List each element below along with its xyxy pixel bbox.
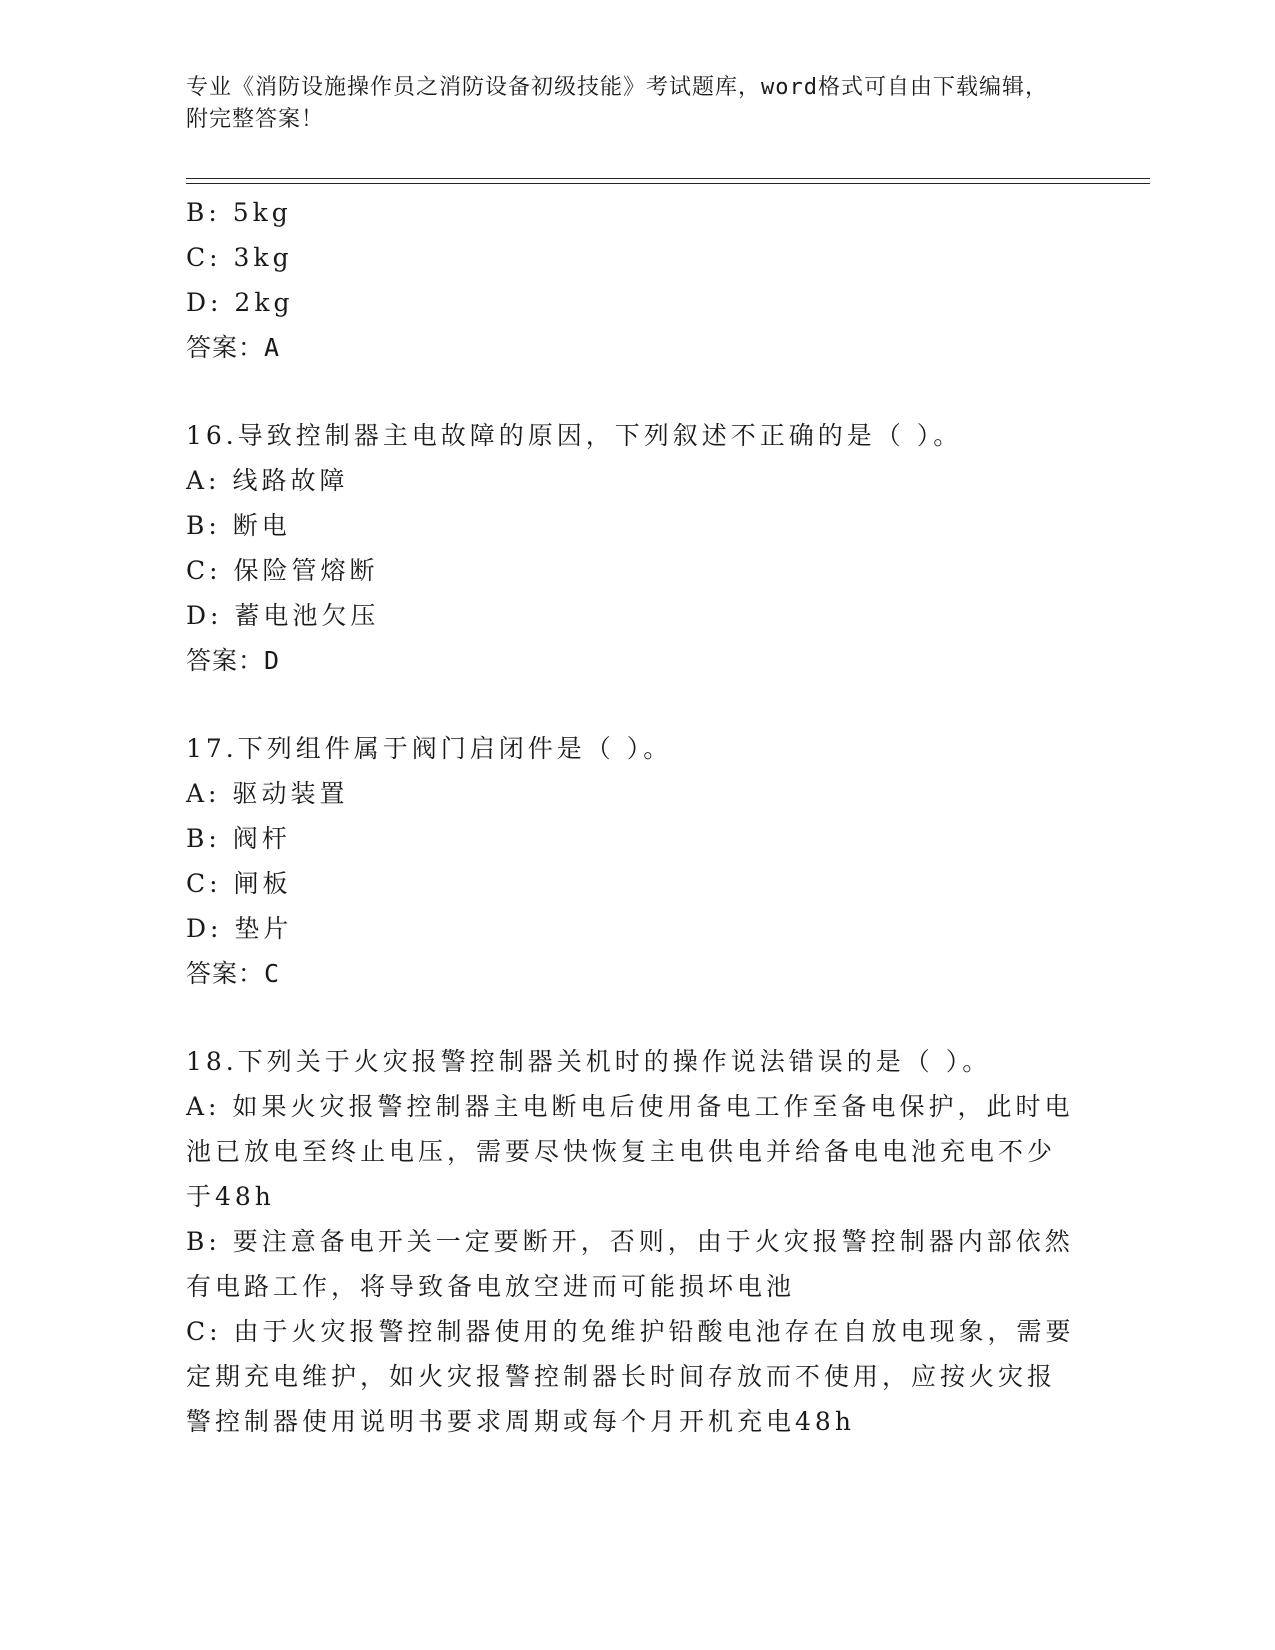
page-header (186, 72, 1066, 136)
option-line: 于48h (186, 1182, 275, 1211)
spacer (186, 684, 1086, 726)
question-text: 17.下列组件属于阀门启闭件是（ ）。 (186, 734, 673, 763)
option-b (186, 1219, 1086, 1309)
option-text: 驱动装置 (232, 779, 349, 808)
spacer (186, 371, 1086, 413)
option-text: 要注意备电开关一定要断开，否则，由于火灾报警控制器内部依然 (232, 1227, 1074, 1256)
option-label: C: (186, 556, 222, 585)
option-d (186, 906, 1086, 951)
answer-line: 答案：D (186, 646, 281, 675)
option-label: A: (186, 1092, 221, 1121)
option-label: D: (186, 288, 223, 317)
option-d (186, 593, 1086, 638)
option-line (186, 1219, 1086, 1264)
option-text: 3kg (233, 243, 293, 272)
option-line: 警控制器使用说明书要求周期或每个月开机充电48h (186, 1407, 855, 1436)
option-text: 保险管熔断 (233, 556, 379, 585)
question-content (186, 190, 1086, 1444)
option-d (186, 280, 1086, 325)
spacer (186, 997, 1086, 1039)
option-c (186, 548, 1086, 593)
option-c (186, 861, 1086, 906)
question-17 (186, 726, 1086, 997)
option-text: 垫片 (234, 914, 293, 943)
option-label: A: (186, 779, 221, 808)
question-text: 16.导致控制器主电故障的原因，下列叙述不正确的是（ ）。 (186, 421, 963, 450)
option-label: A: (186, 466, 221, 495)
option-label: B: (186, 511, 221, 540)
option-line: 定期充电维护，如火灾报警控制器长时间存放而不使用，应按火灾报 (186, 1362, 1057, 1391)
option-label: B: (186, 824, 221, 853)
option-label: B: (186, 198, 221, 227)
option-text: 如果火灾报警控制器主电断电后使用备电工作至备电保护，此时电 (232, 1092, 1074, 1121)
option-label: C: (186, 1317, 222, 1346)
answer-line: 答案：C (186, 959, 281, 988)
option-a (186, 1084, 1086, 1219)
option-label: D: (186, 914, 223, 943)
option-line (186, 1084, 1086, 1129)
option-label: D: (186, 601, 223, 630)
question-text: 18.下列关于火灾报警控制器关机时的操作说法错误的是（ ）。 (186, 1047, 992, 1076)
option-text: 5kg (232, 198, 292, 227)
option-line (186, 1309, 1086, 1354)
option-b (186, 503, 1086, 548)
option-text: 2kg (234, 288, 294, 317)
option-text: 阀杆 (232, 824, 291, 853)
question-15 (186, 190, 1086, 371)
option-line: 池已放电至终止电压，需要尽快恢复主电供电并给备电电池充电不少 (186, 1137, 1057, 1166)
option-b (186, 190, 1086, 235)
option-text: 线路故障 (232, 466, 349, 495)
option-text: 断电 (232, 511, 291, 540)
header-divider (186, 178, 1150, 179)
question-18 (186, 1039, 1086, 1444)
question-16 (186, 413, 1086, 684)
option-label: B: (186, 1227, 221, 1256)
option-text: 闸板 (233, 869, 292, 898)
option-c (186, 235, 1086, 280)
option-text: 由于火灾报警控制器使用的免维护铅酸电池存在自放电现象，需要 (233, 1317, 1075, 1346)
option-label: C: (186, 869, 222, 898)
option-text: 蓄电池欠压 (234, 601, 380, 630)
header-text: 专业《消防设施操作员之消防设备初级技能》考试题库，word格式可自由下载编辑，附完整答案！ (186, 75, 1048, 132)
answer-line: 答案：A (186, 333, 281, 362)
option-c (186, 1309, 1086, 1444)
header-divider-second (186, 183, 1150, 184)
option-line: 有电路工作，将导致备电放空进而可能损坏电池 (186, 1272, 796, 1301)
option-b (186, 816, 1086, 861)
option-a (186, 458, 1086, 503)
option-a (186, 771, 1086, 816)
option-label: C: (186, 243, 222, 272)
